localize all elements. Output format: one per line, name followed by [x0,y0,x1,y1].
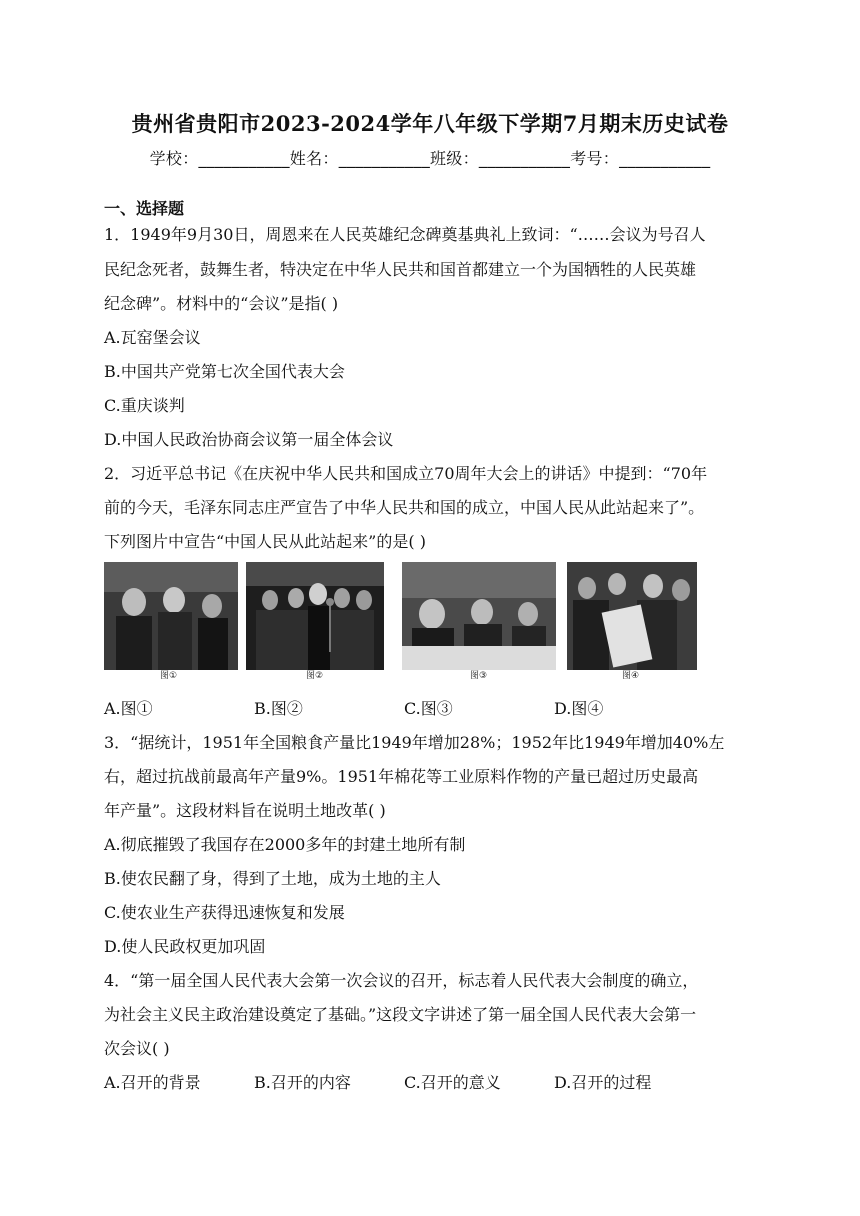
q1-option-a: A.瓦窑堡会议 [104,328,201,347]
q4-line-2: 为社会主义民主政治建设奠定了基础。”这段文字讲述了第一届全国人民代表大会第一 [104,1005,697,1024]
student-info-line: 学校：___________姓名：___________班级：___________考号：___________ [149,149,711,168]
photo-3-caption: 图③ [470,671,488,681]
q4-option-b: B.召开的内容 [254,1073,351,1092]
photo-4 [567,562,697,670]
q1-line-2: 民纪念死者，鼓舞生者，特决定在中华人民共和国首都建立一个为国牺牲的人民英雄 [104,260,697,279]
q3-option-b: B.使农民翻了身，得到了土地，成为土地的主人 [104,869,441,888]
q4-option-a: A.召开的背景 [104,1073,201,1092]
q1-line-3: 纪念碑”。材料中的“会议”是指( ) [104,294,339,313]
q2-line-1: 2．习近平总书记《在庆祝中华人民共和国成立70周年大会上的讲话》中提到：“70年 [104,464,708,483]
q3-option-d: D.使人民政权更加巩固 [104,937,266,956]
q2-option-d: D.图④ [554,699,604,718]
photo-1-caption: 图① [160,671,178,681]
q3-line-2: 右，超过抗战前最高年产量9%。1951年棉花等工业原料作物的产量已超过历史最高 [104,767,699,786]
q1-line-1: 1．1949年9月30日，周恩来在人民英雄纪念碑奠基典礼上致词：“……会议为号召人 [104,225,706,244]
exam-title: 贵州省贵阳市2023-2024学年八年级下学期7月期末历史试卷 [131,111,729,136]
photo-3 [402,562,556,670]
q4-option-d: D.召开的过程 [554,1073,652,1092]
q1-option-b: B.中国共产党第七次全国代表大会 [104,362,345,381]
q2-line-2: 前的今天，毛泽东同志庄严宣告了中华人民共和国的成立，中国人民从此站起来了”。 [104,498,705,517]
q2-option-b: B.图② [254,699,303,718]
q2-line-3: 下列图片中宣告“中国人民从此站起来”的是( ) [104,532,426,551]
q3-option-c: C.使农业生产获得迅速恢复和发展 [104,903,345,922]
q2-option-a: A.图① [104,699,153,718]
q1-option-d: D.中国人民政治协商会议第一届全体会议 [104,430,394,449]
section-heading: 一、选择题 [104,199,185,218]
q3-line-3: 年产量”。这段材料旨在说明土地改革( ) [104,801,386,820]
photo-1 [104,562,238,670]
q1-option-c: C.重庆谈判 [104,396,185,415]
photo-2 [246,562,384,670]
q4-option-c: C.召开的意义 [404,1073,501,1092]
q3-line-1: 3．“据统计，1951年全国粮食产量比1949年增加28%；1952年比1949年增加40%左 [104,733,725,752]
q2-option-c: C.图③ [404,699,453,718]
q4-line-1: 4．“第一届全国人民代表大会第一次会议的召开，标志着人民代表大会制度的确立， [104,971,699,990]
q4-line-3: 次会议( ) [104,1039,170,1058]
photo-4-caption: 图④ [622,671,640,681]
q3-option-a: A.彻底摧毁了我国存在2000多年的封建土地所有制 [104,835,466,854]
photo-2-caption: 图② [306,671,324,681]
